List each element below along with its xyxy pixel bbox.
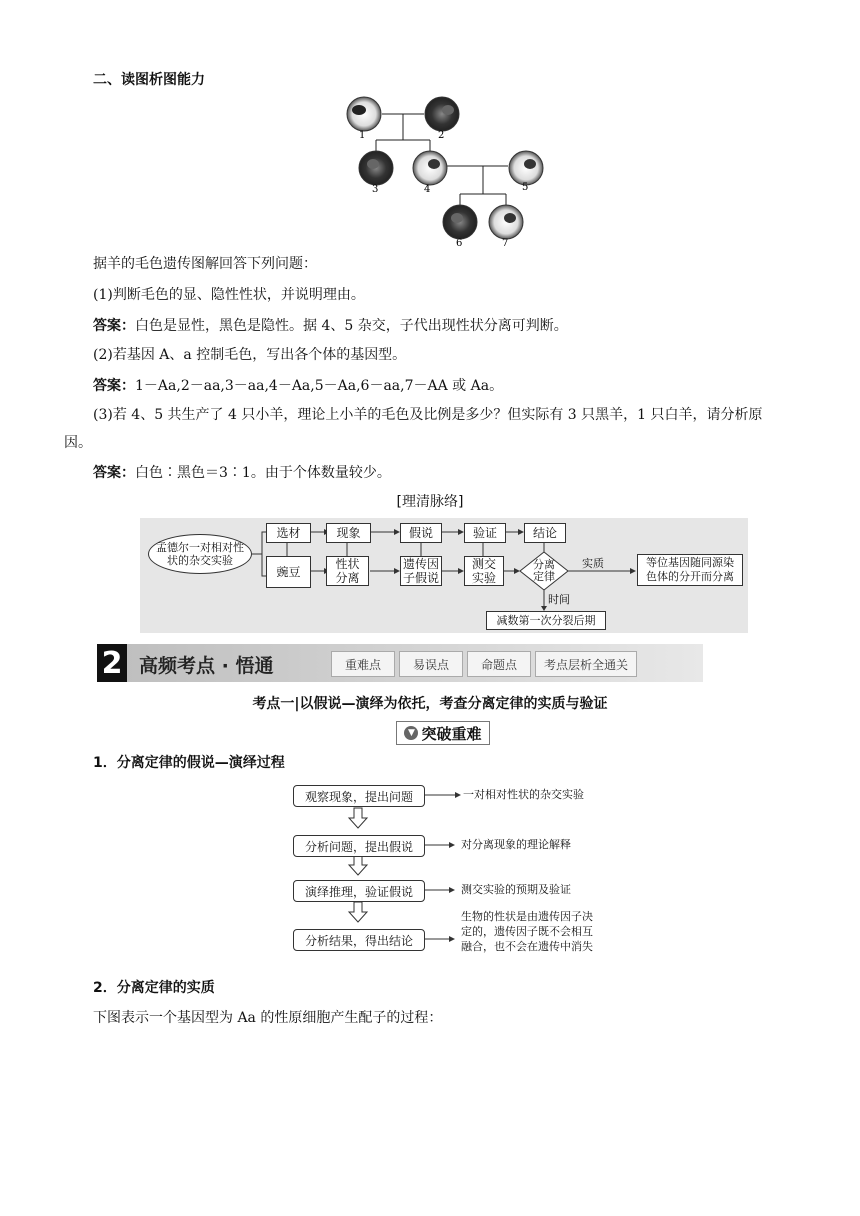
question-2: (2)若基因 A、a 控制毛色，写出各个体的基因型。 <box>93 347 407 363</box>
answer-label: 答案： <box>93 378 135 394</box>
concept-row1-box: 验证 <box>464 523 506 543</box>
pedigree-label: 6 <box>456 238 463 249</box>
sheep-7-icon <box>489 205 523 239</box>
time-label: 时间 <box>548 593 570 606</box>
section-title: 二、读图析图能力 <box>93 72 205 88</box>
banner-tab: 重难点 <box>331 651 395 677</box>
concept-row2-box: 豌豆 <box>266 556 311 588</box>
banner-tab: 考点层析全通关 <box>535 651 637 677</box>
answer-text: 白色是显性，黑色是隐性。据 4、5 杂交，子代出现性状分离可判断。 <box>135 318 568 334</box>
answer-label: 答案： <box>93 318 135 334</box>
hypothesis-flow <box>285 782 615 972</box>
concept-start: 孟德尔一对相对性状的杂交实验 <box>148 534 252 574</box>
flow-note: 测交实验的预期及验证 <box>461 883 571 896</box>
breakthrough-badge <box>396 721 490 745</box>
breakthrough-label: 突破重难 <box>421 724 482 743</box>
answer-text: 白色∶黑色＝3∶1。由于个体数量较少。 <box>135 465 391 481</box>
pedigree-label: 4 <box>424 184 431 195</box>
item-2-text: 下图表示一个基因型为 Aa 的性原细胞产生配子的过程： <box>93 1010 443 1026</box>
sheep-6-icon <box>443 205 477 239</box>
question-1: (1)判断毛色的显、隐性性状，并说明理由。 <box>93 287 365 303</box>
answer-3 <box>93 463 391 483</box>
item-1-title: 1．分离定律的假说—演绎过程 <box>93 755 285 771</box>
concept-map <box>140 518 748 633</box>
essence-label: 实质 <box>582 557 604 570</box>
answer-label: 答案： <box>93 465 135 481</box>
flow-step: 分析结果，得出结论 <box>293 929 425 951</box>
concept-row1-box: 结论 <box>524 523 566 543</box>
down-triangle-icon: ▼ <box>404 726 418 740</box>
banner-tab: 易误点 <box>399 651 463 677</box>
answer-1 <box>93 316 568 336</box>
concept-row2-box: 遗传因子假说 <box>400 556 442 586</box>
flow-note: 一对相对性状的杂交实验 <box>463 788 584 801</box>
concept-row1-box: 选材 <box>266 523 311 543</box>
question-3-line1: (3)若 4、5 共生产了 4 只小羊，理论上小羊的毛色及比例是多少？但实际有 3 只黑羊，1 只白羊，请分析原 <box>93 407 763 423</box>
pedigree-label: 3 <box>372 184 379 195</box>
answer-text: 1－Aa,2－aa,3－aa,4－Aa,5－Aa,6－aa,7－AA 或 Aa。 <box>135 378 504 394</box>
question-3-line2: 因。 <box>64 435 92 451</box>
concept-diamond-label: 分离定律 <box>533 558 555 583</box>
pedigree-label: 2 <box>438 130 445 141</box>
sheep-2-icon <box>425 97 459 131</box>
banner-number: 2 <box>97 644 127 682</box>
pedigree-label: 1 <box>359 130 366 141</box>
answer-2 <box>93 376 503 396</box>
time-box: 减数第一次分裂后期 <box>486 611 606 630</box>
concept-row2-box: 测交实验 <box>464 556 504 586</box>
sheep-5-icon <box>509 151 543 185</box>
concept-row1-box: 现象 <box>326 523 371 543</box>
kaodian-title: 考点一|以假说—演绎为依托，考查分离定律的实质与验证 <box>252 696 608 712</box>
concept-row1-box: 假说 <box>400 523 442 543</box>
pedigree-label: 5 <box>522 182 529 193</box>
flow-step: 观察现象，提出问题 <box>293 785 425 807</box>
sheep-4-icon <box>413 151 447 185</box>
flow-step: 演绎推理，验证假说 <box>293 880 425 902</box>
pedigree-label: 7 <box>502 238 509 249</box>
essence-box: 等位基因随同源染色体的分开而分离 <box>637 554 743 586</box>
banner-title: 高频考点 · 悟通 <box>139 655 274 677</box>
intro-text: 据羊的毛色遗传图解回答下列问题： <box>93 256 317 272</box>
sheep-3-icon <box>359 151 393 185</box>
context-title: [理清脉络] <box>396 494 464 510</box>
flow-note: 对分离现象的理论解释 <box>461 838 571 851</box>
item-2-title: 2．分离定律的实质 <box>93 980 215 996</box>
banner-tab: 命题点 <box>467 651 531 677</box>
concept-row2-box: 性状分离 <box>326 556 369 586</box>
flow-step: 分析问题，提出假说 <box>293 835 425 857</box>
flow-note: 生物的性状是由遗传因子决定的，遗传因子既不会相互融合，也不会在遗传中消失 <box>461 910 593 953</box>
pedigree-diagram <box>340 94 560 252</box>
sheep-1-icon <box>347 97 381 131</box>
